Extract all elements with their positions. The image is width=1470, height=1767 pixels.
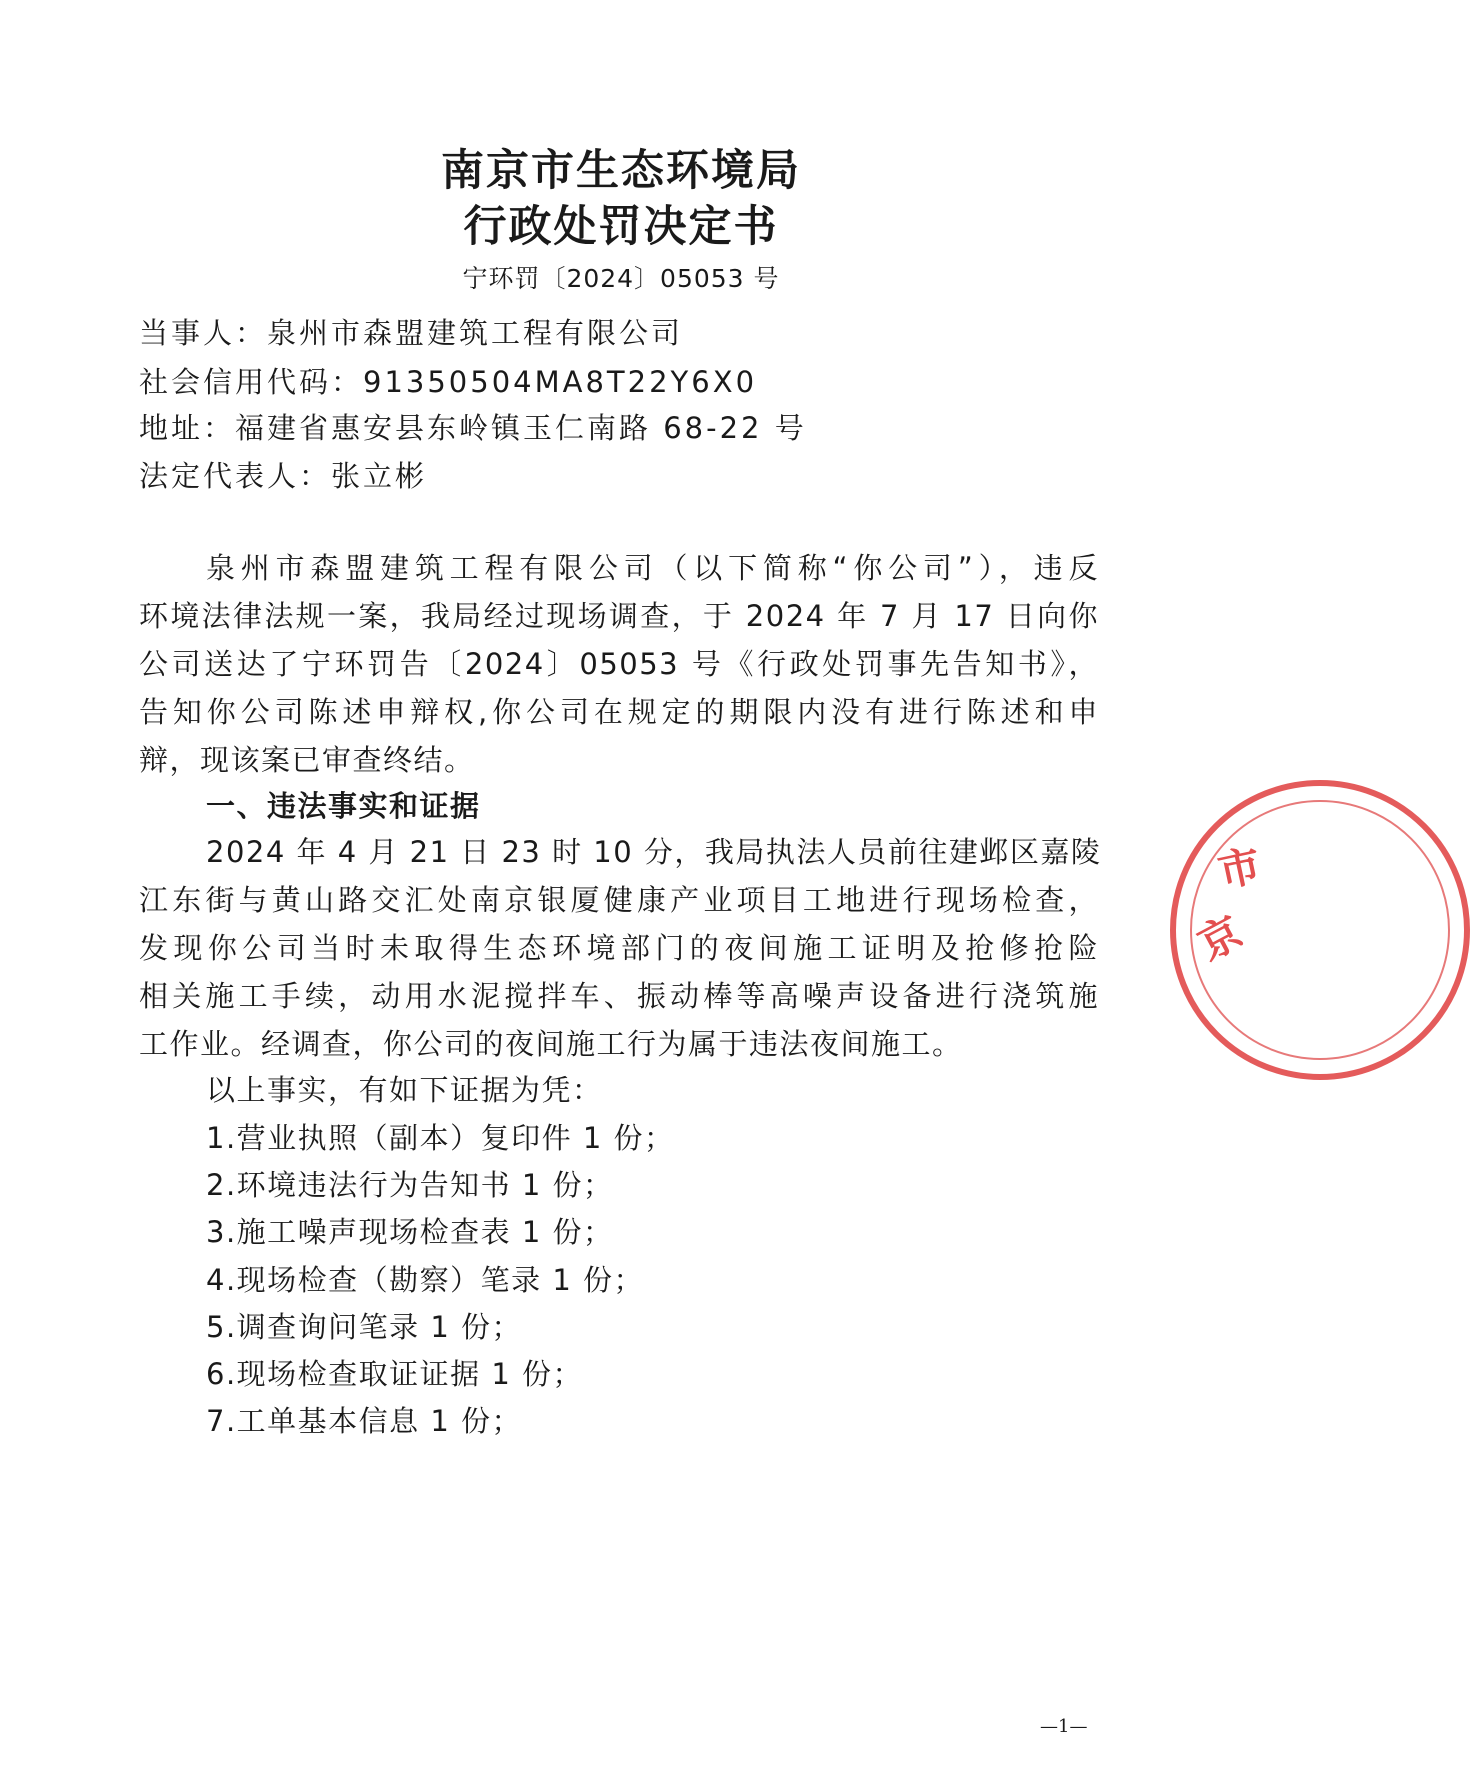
intro-line: 辩，现该案已审查终结。 — [139, 743, 475, 777]
party-address: 地址：福建省惠安县东岭镇玉仁南路 68-22 号 — [139, 411, 807, 445]
party-name: 当事人：泉州市森盟建筑工程有限公司 — [139, 316, 684, 350]
evidence-item: 4.现场检查（勘察）笔录 1 份； — [206, 1263, 645, 1297]
fact-line: 发现你公司当时未取得生态环境部门的夜间施工证明及抢修抢险 — [139, 931, 1099, 965]
document-title-line2: 行政处罚决定书 — [463, 202, 779, 252]
fact-line: 2024 年 4 月 21 日 23 时 10 分，我局执法人员前往建邺区嘉陵 — [206, 835, 1102, 869]
fact-line: 江东街与黄山路交汇处南京银厦健康产业项目工地进行现场检查， — [139, 883, 1099, 917]
fact-line: 工作业。经调查，你公司的夜间施工行为属于违法夜间施工。 — [139, 1027, 963, 1061]
seal-char: 市 — [1213, 840, 1266, 897]
page-number: —1— — [1040, 1716, 1088, 1737]
document-title-line1: 南京市生态环境局 — [441, 146, 801, 196]
intro-line: 告知你公司陈述申辩权,你公司在规定的期限内没有进行陈述和申 — [139, 695, 1099, 729]
party-credit-code: 社会信用代码：91350504MA8T22Y6X0 — [139, 365, 758, 399]
evidence-item: 5.调查询问笔录 1 份； — [206, 1310, 523, 1344]
section-heading: 一、违法事实和证据 — [206, 789, 481, 823]
evidence-item: 6.现场检查取证证据 1 份； — [206, 1357, 584, 1391]
seal-char: 京 — [1190, 906, 1251, 970]
intro-line: 环境法律法规一案，我局经过现场调查，于 2024 年 7 月 17 日向你 — [139, 599, 1099, 633]
evidence-item: 7.工单基本信息 1 份； — [206, 1404, 523, 1438]
intro-line: 泉州市森盟建筑工程有限公司（以下简称“你公司”），违反 — [206, 551, 1099, 585]
document-number: 宁环罚〔2024〕05053 号 — [462, 264, 780, 293]
evidence-item: 3.施工噪声现场检查表 1 份； — [206, 1215, 614, 1249]
party-legal-rep: 法定代表人：张立彬 — [139, 459, 428, 493]
official-seal — [1170, 780, 1470, 1080]
evidence-item: 2.环境违法行为告知书 1 份； — [206, 1168, 614, 1202]
fact-line: 相关施工手续，动用水泥搅拌车、振动棒等高噪声设备进行浇筑施 — [139, 979, 1099, 1013]
evidence-item: 1.营业执照（副本）复印件 1 份； — [206, 1121, 675, 1155]
intro-line: 公司送达了宁环罚告〔2024〕05053 号《行政处罚事先告知书》， — [139, 647, 1099, 681]
evidence-intro: 以上事实，有如下证据为凭： — [206, 1073, 603, 1107]
